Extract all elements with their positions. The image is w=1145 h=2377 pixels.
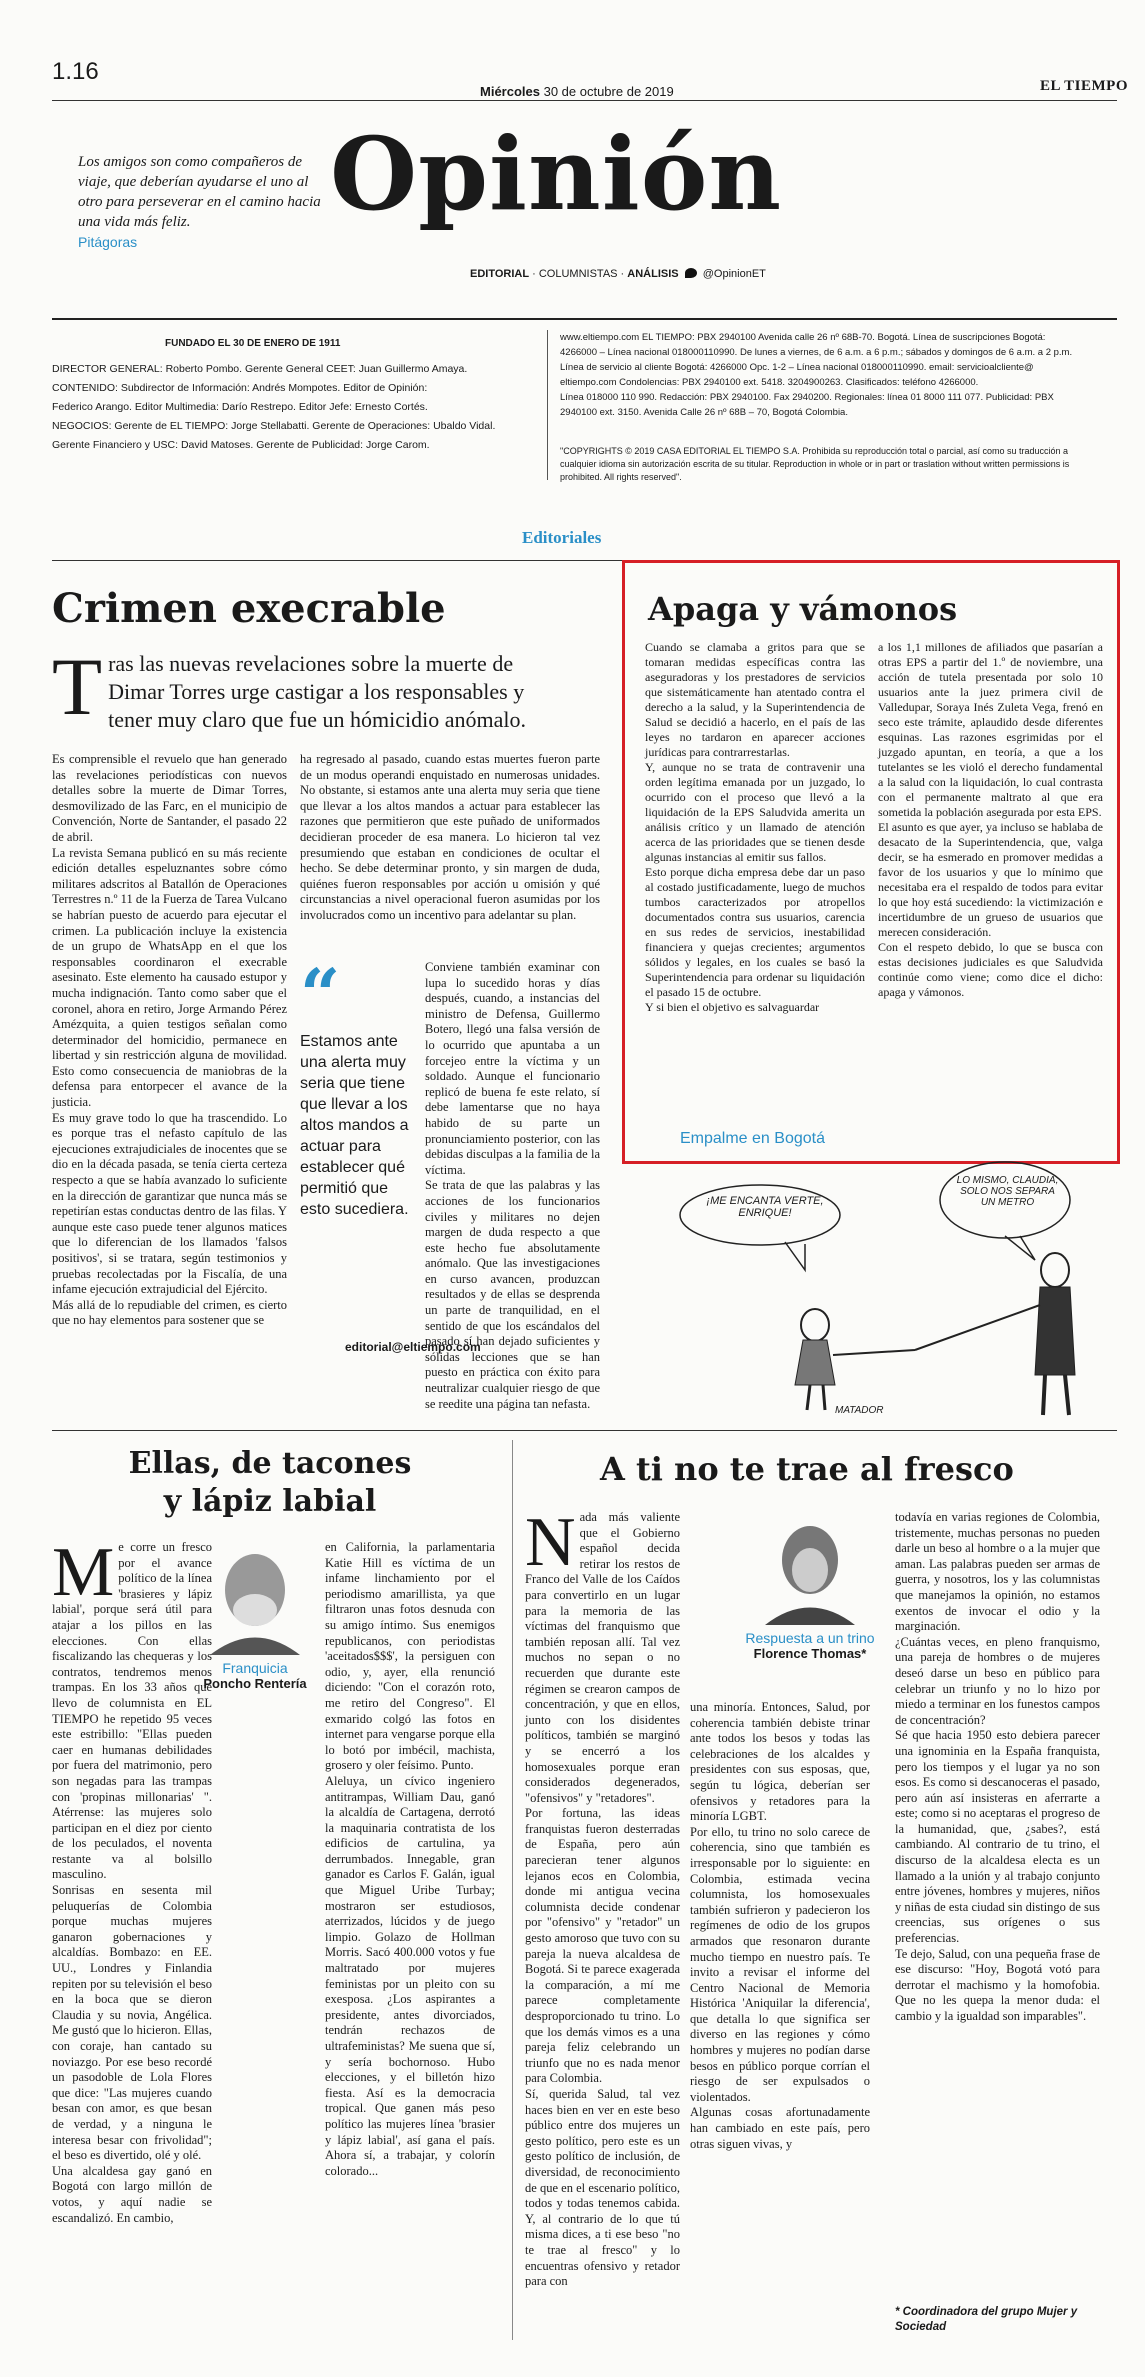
crimen-drop-cap: T bbox=[52, 641, 103, 732]
renteria-author-name: Poncho Rentería bbox=[203, 1676, 307, 1691]
ati-drop-cap: N bbox=[525, 1504, 576, 1581]
ellas-drop-cap: M bbox=[52, 1534, 115, 1611]
subnav-columnistas[interactable]: COLUMNISTAS bbox=[538, 268, 618, 280]
date-rest: 30 de octubre de 2019 bbox=[539, 84, 674, 99]
contact-line: eltiempo.com Condolencias: PBX 2940100 ext. 5418. 3204900263. Clasificados: teléfono 4266000. bbox=[560, 377, 979, 388]
crimen-column-2a: ha regresado al pasado, cuando estas muertes fueron parte de un modus operandi enquistado en numerosas unidades. No obstante, si estamos ante una alerta muy seria que tiene que llevar a los altos mandos a actuar para establecer las razones que permitieron que este puñado de uniformados decidieran proceder de esa manera. Lo hicieron tal vez presumiendo que estaban en condiciones de ocultar el hecho. Se debe determinar pronto, y sin margen de duda, quiénes fueron responsables por acción u omisión y qué circunstancias a nivel operacional fueron asumidas por los involucrados como un incentivo para adelantar su plan. bbox=[300, 752, 600, 922]
avatar bbox=[200, 1540, 310, 1655]
author-photo-thomas bbox=[745, 1515, 875, 1685]
thomas-author-name: Florence Thomas* bbox=[753, 1646, 867, 1661]
staff-line: Federico Arango. Editor Multimedia: Darío Restrepo. Editor Jefe: Ernesto Cortés. bbox=[52, 401, 428, 413]
contact-line: 4266000 – Línea nacional 018000110990. De lunes a viernes, de 6 a.m. a 6 p.m.; sábados y domingos de 6 a.m. a 2 p.m. bbox=[560, 347, 1073, 358]
ellas-column-2: en California, la parlamentaria Katie Hill es víctima de un infame linchamiento por el periodismo amarillista, ya que filtraron unas fotos desnuda con su amigo íntimo. Sus enemigos republicanos, con periodistas 'aceitados$$$', la persiguen con odio, y, ayer, ella renunció diciendo: "Con el corazón roto, me retiro del Congreso". El exmarido colgó las fotos en internet para vengarse porque ella lo botó por imbécil, machista, grosero y oler feísimo. Punto. Aleluya, un cívico ingeniero antitrampas, William Dau, ganó la alcaldía de Cartagena, derrotó la maquinaria contratista de los edificios de cartulina, ya derrumbados. Innegable, gran ganador es Carlos F. Galán, igual que Miguel Uribe Turbay; mostraron ser estudiosos, aterrizados, lúcidos y de juego limpio. Golazo de Hollman Morris. Sacó 400.000 votos y fue maltratado por mujeres feministas por un pleito con su exesposa. ¿Los aspirantes a presidente, antes divorciados, tendrán rechazos de ultrafeministas? Me suena que sí, y sería bochornoso. Hubo elecciones, y el billetón hizo fiesta. Así es la democracia tropical. Que ganen más peso político las mujeres línea 'brasier y lápiz labial', así gana el país. Ahora sí, a trabajar, y colorín colorado... bbox=[325, 1540, 495, 2178]
renteria-column-label: Franquicia bbox=[222, 1660, 288, 1676]
crimen-lead bbox=[52, 641, 572, 734]
crimen-headline: Crimen execrable bbox=[52, 585, 446, 632]
copyright-notice: "COPYRIGHTS © 2019 CASA EDITORIAL EL TIEMPO S.A. Prohibida su reproducción total o parcial, así como su traducción a cualquier idioma sin autorización escrita de su titular. Reproduction in whole or in part or traslation without written permissions is prohibited. All rights reserved". bbox=[560, 446, 1070, 482]
section-title: Opinión bbox=[330, 115, 783, 233]
epigraph-quote bbox=[78, 152, 328, 252]
cartoon-title: Empalme en Bogotá bbox=[680, 1130, 825, 1147]
staff-line: CONTENIDO: Subdirector de Información: Andrés Mompotes. Editor de Opinión: bbox=[52, 382, 428, 394]
pull-quote-text: Estamos ante una alerta muy seria que tiene que llevar a los altos mandos a actuar para establecer qué permitió que esto sucediera. bbox=[300, 1033, 409, 1218]
quote-text: Los amigos son como compañeros de viaje, que deberían ayudarse el uno al otro para perseverar en el camino hacia una vida más feliz. bbox=[78, 154, 321, 230]
ati-headline: A ti no te trae al fresco bbox=[600, 1450, 1014, 1488]
section-subnav: EDITORIAL · COLUMNISTAS · ANÁLISIS @OpinionET bbox=[470, 268, 766, 280]
contact-line: www.eltiempo.com EL TIEMPO: PBX 2940100 Avenida calle 26 nº 68B-70. Bogotá. Línea de suscripciones Bogotá: bbox=[560, 332, 1046, 343]
cartoon-illustration bbox=[665, 1160, 1115, 1460]
ellas-headline-line2: y lápiz labial bbox=[163, 1484, 377, 1519]
ati-footnote: * Coordinadora del grupo Mujer y Sociedad bbox=[895, 2306, 1078, 2333]
crimen-column-1: Es comprensible el revuelo que han generado las revelaciones periodísticas con nuevos detalles sobre la muerte de Dimar Torres, desmovilizado de las Farc, en el municipio de Convención, Norte de Santander, el pasado 22 de abril. La revista Semana publicó en su más reciente edición detalles espeluznantes sobre cómo militares adscritos al Batallón de Operaciones Terrestres n.º 11 de la Fuerza de Tarea Vulcano se habrían puesto de acuerdo para ejecutar el crimen. La publicación incluye la existencia de un grupo de WhatsApp en el que los responsables coordinaron el execrable asesinato. Este elemento ha causado estupor y mucha indignación. Tanto como saber que el coronel, ahora en retiro, Jorge Armando Pérez Amézquita, a quien testigos señalan como determinador del homicidio, permanece en libertad y sin restricción alguna de movilidad. Esto como consecuencia de maniobras de la defensa para entorpecer el avance de la justicia. Es muy grave todo lo que ha trascendido. Lo es porque tras el nefasto capítulo de las ejecuciones extrajudiciales de inocentes que se dio en la década pasada, se tenía cierta certeza respecto a que se había avanzado lo suficiente en la dirección de garantizar que nunca más se repetirían estas conductas dentro de las filas. Y aunque este caso puede tener algunos matices que lo diferencian de los llamados 'falsos positivos', si se tratara, según testimonios y pruebas recolectadas por la Fiscalía, de una infame ejecución extrajudicial del Ejército. Más allá de lo repudiable del crimen, es cierto que no hay elementos para sostener que se bbox=[52, 752, 287, 1328]
staff-line: NEGOCIOS: Gerente de EL TIEMPO: Jorge Stellabatti. Gerente de Operaciones: Ubaldo Vidal. bbox=[52, 420, 496, 432]
founded-line: FUNDADO EL 30 DE ENERO DE 1911 bbox=[165, 338, 341, 349]
apaga-headline: Apaga y vámonos bbox=[648, 590, 958, 628]
speech-bubble-right: LO MISMO, CLAUDIA, SOLO NOS SEPARA UN METRO bbox=[956, 1175, 1059, 1208]
page-number: 1.16 bbox=[52, 58, 99, 85]
ellas-headline-line1: Ellas, de tacones bbox=[128, 1446, 412, 1481]
ati-col1-text: ada más valiente que el Gobierno español decida retirar los restos de Franco del Valle de los Caídos para convertirlo en un lugar para la memoria de las víctimas del franquismo que también reposan allí. Tal vez muchos no sepan o no recuerden que durante este régimen se crearon campos de concentración, y que en ellos, junto con los disidentes políticos, también se marginó y se encerró a los homosexuales porque eran considerados degenerados, "ofensivos" y "retadores". Por fortuna, las ideas franquistas fueron desterradas de España, pero aún parecieran tener algunos lejanos ecos en Colombia, donde mi antigua vecina columnista decide condenar por "ofensivo" y "retador" un gesto amoroso que tuvo con su pareja la nueva alcaldesa de Bogotá. Si te parece exagerada la comparación, a mí me parece completamente desproporcionado tu trino. Lo que los demás vimos es a una pareja feliz celebrando un triunfo que no es nada menor para Colombia. Sí, querida Salud, tal vez haces bien en ver en este beso público entre dos mujeres un gesto político, pero este es un gesto político de inclusión, de diversidad, de reconocimiento de que en el escenario político, todos y todas tenemos cabida. Y, al contrario de lo que tú misma dices, a ti ese beso "no te trae al fresco" y lo encuentras ofensivo y retador para con bbox=[525, 1510, 680, 2289]
masthead-divider bbox=[52, 318, 1117, 320]
ati-column-1 bbox=[525, 1504, 680, 2340]
ellas-headline bbox=[80, 1445, 460, 1521]
apaga-column-2: a los 1,1 millones de afiliados que pasarían a otras EPS a partir del 1.º de noviembre, una acción de tutela presentada por solo 10 usuarios ante la juez primera civil de Valledupar, Soraya Inés Zuleta Vega, frenó en seco este trámite, aplaudido desde diferentes esquinas. Las razones esgrimidas por el juzgado apuntan, en teoría, a que a los tutelantes se les violó el derecho fundamental a la salud con la liquidación, lo cual contrasta con el permanente maltrato al que era sometida la población asegurada por esta EPS. El asunto es que ayer, ya incluso se hablaba de desacato de la Superintendencia, que, valga decir, se ha esmerado en promover medidas a favor de los usuarios y que lo mínimo que necesitaba era el respaldo de todos para evitar lo que hoy está sucediendo: la victimización e incertidumbre de un grueso de usuarios que merecen consideración. Con el respeto debido, lo que se busca con estas decisiones judiciales es que Saludvida continúe como viene; como dice el dicho: apaga y vámonos. bbox=[878, 640, 1103, 999]
twitter-icon bbox=[685, 268, 697, 278]
author-photo-renteria bbox=[200, 1540, 310, 1690]
contact-line: Línea de servicio al cliente Bogotá: 4266000 Opc. 1-2 – Línea nacional 018000110990. email: servicioalcliente@ bbox=[560, 362, 1034, 373]
date-weekday: Miércoles bbox=[480, 84, 540, 99]
editorial-email[interactable]: editorial@eltiempo.com bbox=[345, 1340, 481, 1354]
ati-column-2: una minoría. Entonces, Salud, por coherencia también debiste trinar ante todos los besos y todas las celebraciones de los alcaldes y presidentes con sus esposas, que, según tu lógica, deberían ser ofensivos y retadores para la minoría LGBT. Por ello, tu trino no solo carece de coherencia, sino que también es irresponsable por lo siguiente: en Colombia, estimada vecina columnista, los homosexuales también sufrieron y padecieron los regímenes de odio de los grupos armados que resonaron durante mucho tiempo en nuestro país. Te invito a revisar el informe del Centro Nacional de Memoria Histórica 'Aniquilar la diferencia', que detalla lo que significa ser diverso en las regiones y cómo hombres y mujeres no podían darse besos en público porque corrían el riesgo de ser expulsados o violentados. Algunas cosas afortunadamente han cambiado en este país, pero otras siguen vivas, y bbox=[690, 1700, 870, 2151]
date-header bbox=[480, 84, 674, 99]
contact-box bbox=[560, 330, 1115, 420]
cartoon-signature: MATADOR bbox=[835, 1405, 884, 1416]
ati-column-3: todavía en varias regiones de Colombia, tristemente, muchas personas no pueden darle un beso al hombre o a la mujer que aman. Las palabras pueden ser armas de guerra, y nosotros, los y las columnistas que manejamos la opinión, no estamos exentos de invocar el odio y la marginación. ¿Cuántas veces, en pleno franquismo, una pareja de hombres o de mujeres deseó darse un beso en público para celebrar un triunfo y no lo hizo por miedo a terminar en los funestos campos de concentración? Sé que hacia 1950 esto debiera parecer una ignominia en la España franquista, pero los tiempos y el lugar ya no son esos. Es como si descanoceras el pasado, pero aún así insisteras en aferrarte a este; como si no aceptaras el progreso de la humanidad, que, ¿sabes?, está cambiando. Al contrario de tu trino, el discurso de la alcaldesa electa es un llamado a la unión y al trabajo conjunto entre jóvenes, hombres y mujeres, niños y niñas de esta ciudad sin distingo de sus creencias, sus orígenes o sus preferencias. Te dejo, Salud, con una pequeña frase de ese discurso: "Hoy, Bogotá votó para derrotar el machismo y la homofobia. Que no les quepa la menor duda: el cambio y la igualdad son imparables". bbox=[895, 1510, 1100, 2023]
masthead-vertical-divider bbox=[547, 330, 548, 480]
newspaper-brand-logo: EL TIEMPO bbox=[1040, 78, 1128, 94]
quote-mark-icon: “ bbox=[300, 953, 341, 1036]
staff-line: Gerente Financiero y USC: David Matoses. Gerente de Publicidad: Jorge Carom. bbox=[52, 439, 430, 451]
pull-quote bbox=[300, 953, 415, 1220]
ellas-column-1 bbox=[52, 1534, 212, 2340]
subnav-editorial[interactable]: EDITORIAL bbox=[470, 268, 530, 280]
quote-author: Pitágoras bbox=[78, 234, 138, 250]
subnav-analisis[interactable]: ANÁLISIS bbox=[627, 268, 679, 280]
contact-line: 2940100 ext. 3150. Avenida Calle 26 nº 68B – 70, Bogotá Colombia. bbox=[560, 407, 848, 418]
ellas-col1-text: e corre un fresco por el avance político de la línea 'brasieres y lápiz labial', porque será útil para atajar a los pillos en las elecciones. Con ellas fiscalizando las chequeras y los contratos, tendremos menos trampas. En los 33 años que llevo de columnista en EL TIEMPO he repetido 95 veces este estribillo: "Ellas pueden caer en humanas debilidades por fuera del matrimonio, pero son negadas para las trampas con 'propinas millonarias' ". Atérrense: las mujeres solo participan en el diez por ciento de los peculados, el noventa restante va al bolsillo masculino. Sonrisas en sesenta mil peluquerías de Colombia porque muchas mujeres ganaron gobernaciones y alcaldías. Bombazo: en EE. UU., Londres y Finlandia repiten por su televisión el beso en la boca que se dieron Claudia y su novia, Angélica. Me gustó que lo hicieron. Ellas, con coraje, han cantado su noviazgo. Por ese beso recordé un pasodoble de Lola Flores que dice: "Las mujeres cuando besan con amor, es que besan de verdad, y a ninguna le interesa besar con frivolidad"; el beso es divertido, olé y olé. Una alcaldesa gay ganó en Bogotá con largo millón de votos, y aquí nadie se escandalizó. En cambio, bbox=[52, 1540, 212, 2225]
editoriales-label: Editoriales bbox=[522, 528, 602, 547]
crimen-lead-text: ras las nuevas revelaciones sobre la muerte de Dimar Torres urge castigar a los responsables y tener muy claro que fue un hómicidio anómalo. bbox=[108, 651, 526, 732]
apaga-column-1: Cuando se clamaba a gritos para que se tomaran medidas específicas contra las aseguradoras y los prestadores de servicios que sistemáticamente han atentado contra el derecho a la salud, y la Superintendencia de Salud se decidió a hacerlo, en el país de las leyes no tardaron en aparecer acciones jurídicas para contrarrestarlas. Y, aunque no se trata de contravenir una orden legítima emanada por un juzgado, lo ocurrido con el proceso que llevó a la liquidación de la EPS Saludvida amerita un análisis crítico y un llamado de atención acerca de las prioridades que se tienen desde algunas instancias al emitir sus fallos. Esto porque dicha empresa debe dar un paso al costado justificadamente, luego de muchos tumbos caracterizados por atropellos documentados contra sus usuarios, carencia en sus redes de servicios, inestabilidad financiera y quejas crecientes; argumentos sólidos y legales, en los cuales se basó la Superintendencia para ordenar su liquidación el pasado 15 de octubre. Y si bien el objetivo es salvaguardar bbox=[645, 640, 865, 1014]
avatar bbox=[745, 1515, 875, 1625]
twitter-handle[interactable]: @OpinionET bbox=[702, 268, 766, 280]
contact-line: Línea 018000 110 990. Redacción: PBX 2940100. Fax 2940200. Regionales: línea 01 8000 111 077. Publicidad: PBX bbox=[560, 392, 1054, 403]
thomas-column-label: Respuesta a un trino bbox=[745, 1630, 875, 1646]
crimen-column-2b: Conviene también examinar con lupa lo sucedido horas y días después, cuando, a instancias del ministro de Defensa, Guillermo Botero, llegó una falsa versión de lo ocurrido que apuntaba a un forcejeo entre la víctima y un soldado. Aunque el funcionario replicó de buena fe este relato, sí debe lamentarse que no haya habido de su parte un pronunciamiento posterior, con las debidas disculpas a la familia de la víctima. Se trata de que las palabras y las acciones de los funcionarios civiles y militares no dejen margen de duda respecto a que este hecho fue absolutamente anómalo. Que las investigaciones en curso avancen, produzcan resultados y de ellas se desprenda un parte de tranquilidad, en el sentido de que los escándalos del pasado sí han dejado suficientes y sólidas lecciones que se han puesto en práctica con éxito para neutralizar cualquier riesgo de que se reedite una página tan nefasta. bbox=[425, 960, 600, 1411]
columns-vertical-divider bbox=[512, 1440, 513, 2340]
speech-bubble-left: ¡ME ENCANTA VERTE, ENRIQUE! bbox=[706, 1195, 824, 1219]
top-divider bbox=[52, 100, 1117, 101]
staff-box bbox=[52, 360, 562, 455]
columns-divider bbox=[52, 1430, 1117, 1431]
staff-line: DIRECTOR GENERAL: Roberto Pombo. Gerente General CEET: Juan Guillermo Amaya. bbox=[52, 363, 468, 375]
